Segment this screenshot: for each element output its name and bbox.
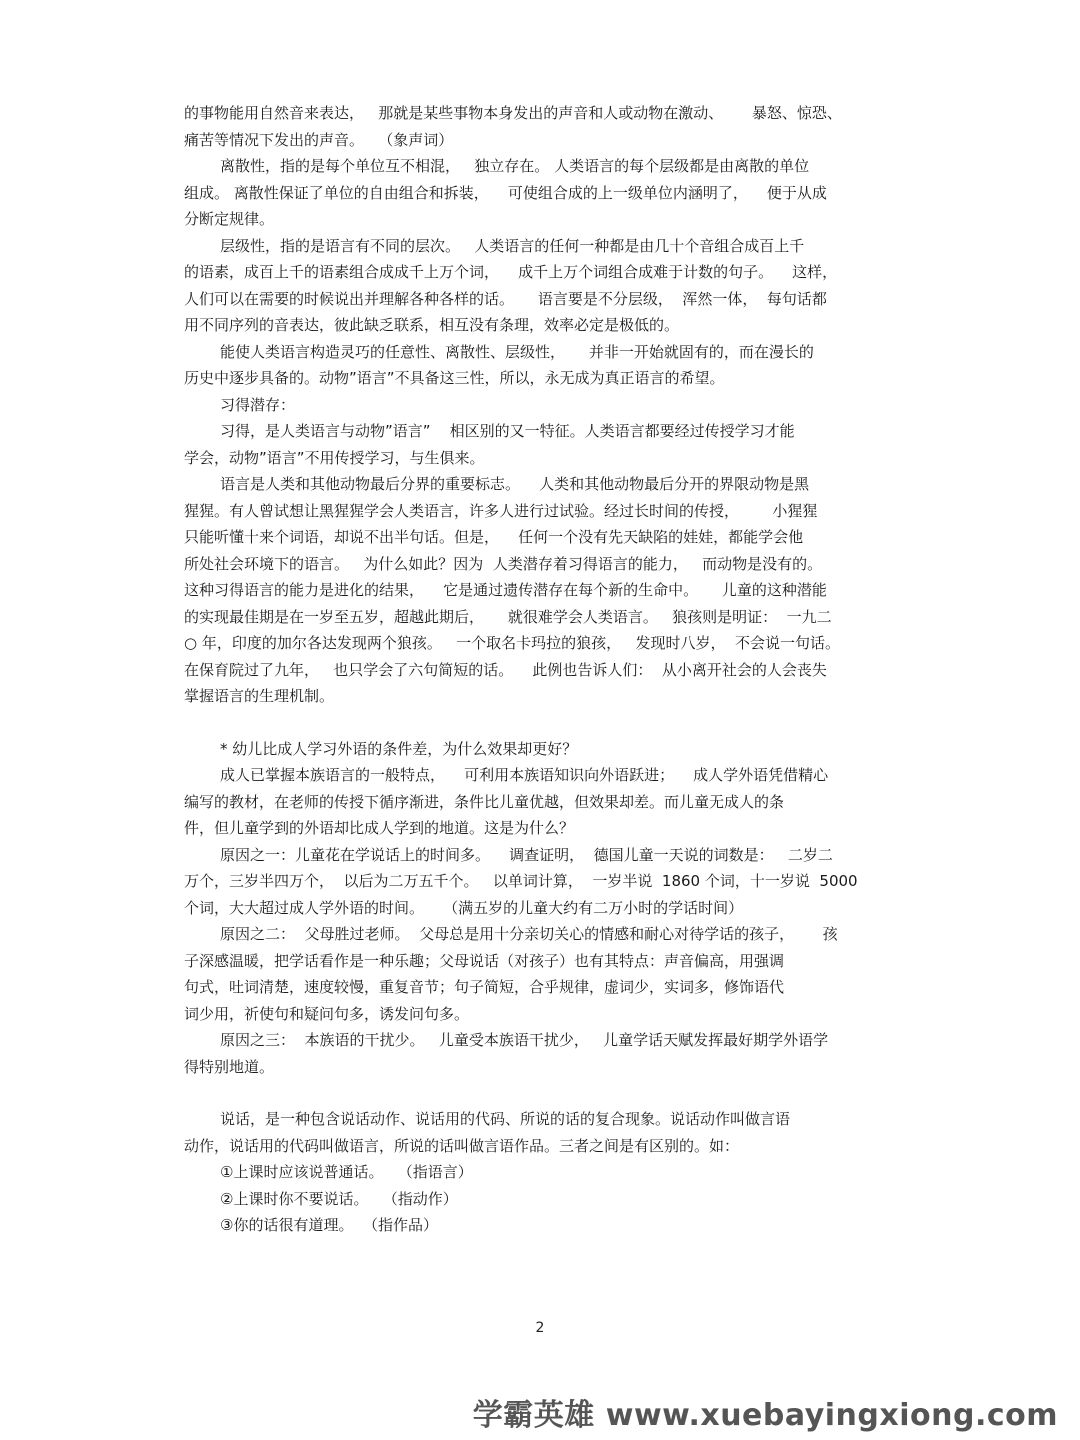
- paragraph-p6: [184, 418, 904, 471]
- paragraph-p9: [184, 762, 904, 842]
- text-line: 说话，是一种包含说话动作、说话用的代码、所说的话的复合现象。说话动作叫做言语: [220, 1110, 791, 1128]
- paragraph-p3: [184, 233, 904, 339]
- paragraph-p11: [184, 921, 904, 1027]
- text-line: 历史中逐步具备的。动物”语言”不具备这三性，所以，永无成为真正语言的希望。: [184, 369, 725, 387]
- text-line: 学会，动物”语言”不用传授学习，与生俱来。: [184, 448, 485, 467]
- site-watermark: 学霸英雄 www.xuebayingxiong.com: [472, 1398, 1058, 1433]
- text-line: 用不同序列的音表达，彼此缺乏联系，相互没有条理，效率必定是极低的。: [184, 316, 680, 334]
- text-line: 原因之二： 父母胜过老师。 父母总是用十分亲切关心的情感和耐心对待学话的孩子， 孩: [220, 925, 838, 943]
- paragraph-p5: [184, 392, 904, 419]
- text-line: 句式，吐词清楚，速度较慢，重复音节；句子简短，合乎规律，虚词少，实词多，修饰语代: [184, 978, 785, 996]
- text-line: 分断定规律。: [184, 210, 275, 228]
- text-line: 万个，三岁半四万个， 以后为二万五千个。 以单词计算， 一岁半说 1860 个词，十一岁说 5000: [184, 872, 858, 890]
- text-line: 所处社会环境下的语言。 为什么如此？因为 人类潜存着习得语言的能力， 而动物是没有的。: [184, 554, 823, 573]
- paragraph-gap: [184, 1080, 904, 1106]
- paragraph-p4: [184, 339, 904, 392]
- text-line: 成人已掌握本族语言的一般特点， 可利用本族语知识向外语跃进； 成人学外语凭借精心: [220, 766, 829, 784]
- text-line: 习得潜存：: [220, 395, 296, 414]
- paragraph-p2: [184, 153, 904, 233]
- text-line: ○ 年，印度的加尔各达发现两个狼孩。 一个取名卡玛拉的狼孩， 发现时八岁， 不会说一句话。: [184, 634, 841, 652]
- paragraph-p12: [184, 1027, 904, 1080]
- text-line: * 幼儿比成人学习外语的条件差，为什么效果却更好？: [220, 739, 578, 758]
- text-line: 的事物能用自然音来表达， 那就是某些事物本身发出的声音和人或动物在激动、 暴怒、惊恐、: [184, 104, 842, 122]
- text-line: 的语素，成百上千的语素组合成成千上万个词， 成千上万个词组合成难于计数的句子。 这样，: [184, 263, 838, 281]
- text-line: 动作，说话用的代码叫做语言，所说的话叫做言语作品。三者之间是有区别的。如：: [184, 1136, 740, 1155]
- text-line: 掌握语言的生理机制。: [184, 687, 335, 705]
- text-line: ③你的话很有道理。 （指作品）: [220, 1216, 438, 1234]
- text-line: 得特别地道。: [184, 1057, 275, 1076]
- document-body: [184, 100, 904, 1239]
- text-line: 原因之三： 本族语的干扰少。 儿童受本族语干扰少， 儿童学话天赋发挥最好期学外语学: [220, 1031, 829, 1049]
- text-line: 个词，大大超过成人学外语的时间。 （满五岁的儿童大约有二万小时的学话时间）: [184, 898, 744, 917]
- text-line: 只能听懂十来个词语，却说不出半句话。但是， 任何一个没有先天缺陷的娃娃，都能学会他: [184, 528, 804, 546]
- text-line: 层级性，指的是语言有不同的层次。 人类语言的任何一种都是由几十个音组合成百上千: [220, 236, 805, 255]
- text-line: 人们可以在需要的时候说出并理解各种各样的话。 语言要是不分层级， 浑然一体， 每句话都: [184, 289, 827, 308]
- text-line: 组成。 离散性保证了单位的自由组合和拆装， 可使组合成的上一级单位内涵明了， 便于从成: [184, 183, 827, 202]
- text-line: 编写的教材，在老师的传授下循序渐进，条件比儿童优越，但效果却差。而儿童无成人的条: [184, 792, 785, 811]
- paragraph-p14: [184, 1159, 904, 1239]
- paragraph-p10: [184, 842, 904, 922]
- text-line: 这种习得语言的能力是进化的结果， 它是通过遗传潜存在每个新的生命中。 儿童的这种潜能: [184, 581, 827, 599]
- text-line: 原因之一：儿童花在学说话上的时间多。 调查证明， 德国儿童一天说的词数是： 二岁二: [220, 845, 833, 864]
- text-line: 离散性，指的是每个单位互不相混， 独立存在。 人类语言的每个层级都是由离散的单位: [220, 157, 810, 175]
- page-number: 2: [535, 1320, 545, 1336]
- text-line: ②上课时你不要说话。 （指动作）: [220, 1189, 458, 1208]
- paragraph-gap: [184, 710, 904, 736]
- text-line: 语言是人类和其他动物最后分界的重要标志。 人类和其他动物最后分开的界限动物是黑: [220, 475, 810, 493]
- paragraph-p1: [184, 100, 904, 153]
- text-line: 痛苦等情况下发出的声音。 （象声词）: [184, 130, 454, 149]
- text-line: 子深感温暖，把学话看作是一种乐趣；父母说话（对孩子）也有其特点：声音偏高，用强调: [184, 951, 785, 970]
- paragraph-p13: [184, 1106, 904, 1159]
- paragraph-p8: [184, 736, 904, 763]
- text-line: 的实现最佳期是在一岁至五岁，超越此期后， 就很难学会人类语言。 狼孩则是明证： 一九二: [184, 607, 832, 626]
- text-line: 习得，是人类语言与动物”语言” 相区别的又一特征。人类语言都要经过传授学习才能: [220, 422, 795, 440]
- paragraph-p7: [184, 471, 904, 710]
- text-line: ①上课时应该说普通话。 （指语言）: [220, 1163, 473, 1181]
- text-line: 能使人类语言构造灵巧的任意性、离散性、层级性， 并非一开始就固有的，而在漫长的: [220, 342, 814, 361]
- text-line: 件，但儿童学到的外语却比成人学到的地道。这是为什么？: [184, 819, 575, 837]
- text-line: 猩猩。有人曾试想让黑猩猩学会人类语言，许多人进行过试验。经过长时间的传授， 小猩猩: [184, 501, 818, 520]
- text-line: 在保育院过了九年， 也只学会了六句简短的话。 此例也告诉人们： 从小离开社会的人会丧失: [184, 660, 827, 679]
- text-line: 词少用，祈使句和疑问句多，诱发问句多。: [184, 1004, 470, 1023]
